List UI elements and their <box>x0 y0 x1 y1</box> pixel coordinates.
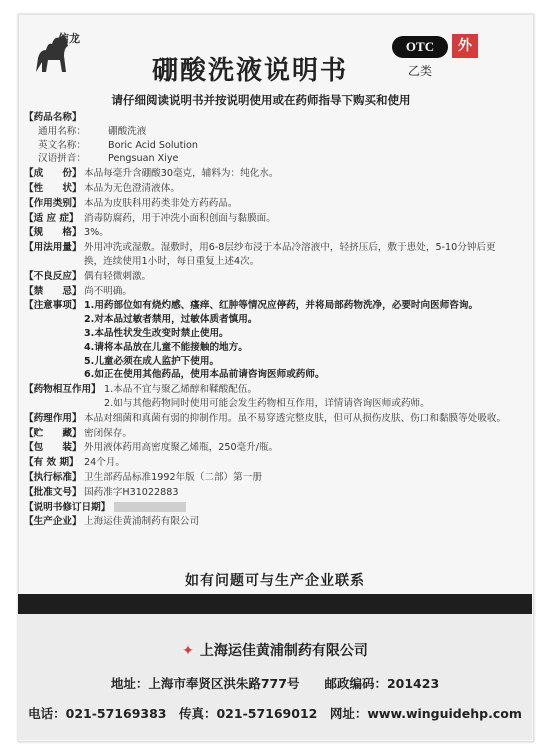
pinyin-name-key: 汉语拼音： <box>38 153 86 165</box>
footer-dark-band <box>18 594 532 614</box>
precautions-label: 【注意事项】 <box>24 300 82 312</box>
revision-date-label: 【说明书修订日期】 <box>24 501 111 513</box>
english-name-key: 英文名称： <box>38 139 86 151</box>
pinyin-name: Pengsuan Xiye <box>108 153 179 165</box>
character-value: 本品为无色澄清液体。 <box>84 182 180 194</box>
standard-value: 卫生部药品标准1992年版（二部）第一册 <box>84 471 262 483</box>
adverse-label: 【不良反应】 <box>24 270 82 282</box>
approval-label: 【批准文号】 <box>24 486 82 498</box>
package-label: 【包 装】 <box>24 442 82 454</box>
indication-label: 【适 应 症】 <box>24 212 79 224</box>
footer-address: 地址：上海市奉贤区洪朱路777号 邮政编码：201423 <box>110 676 440 691</box>
drug-name-label: 【药品名称】 <box>24 112 82 123</box>
logo-brand-text: 信龙 <box>58 32 80 45</box>
interaction-item: 2.如与其他药物同时使用可能会发生药物相互作用，详情请咨询医师或药师。 <box>104 397 430 409</box>
category-label: 【作用类别】 <box>24 197 82 209</box>
package-value: 外用液体药用高密度聚乙烯瓶，250毫升/瓶。 <box>84 442 279 454</box>
composition-label: 【成 份】 <box>24 168 82 180</box>
footer-company-name: 上海运佳黄浦制药有限公司 <box>199 643 368 659</box>
composition-value: 本品每毫升含硼酸30毫克，辅料为：纯化水。 <box>84 168 279 180</box>
precaution-item: 3.本品性状发生改变时禁止使用。 <box>84 327 229 339</box>
interaction-item: 1.本品不宜与聚乙烯醇和鞣酸配伍。 <box>104 384 258 396</box>
interaction-label: 【药物相互作用】 <box>24 384 101 396</box>
character-label: 【性 状】 <box>24 182 82 194</box>
usage-value: 外用冲洗或湿敷。湿敷时，用6-8层纱布浸于本品冷溶液中，轻挤压后，敷于患处，5-10分钟后更换，连续使用1小时，每日重复上述4次。 <box>84 242 496 267</box>
contraindication-label: 【禁 忌】 <box>24 285 82 297</box>
maple-leaf-icon: ✦ <box>182 643 194 659</box>
pharmacology-label: 【药理作用】 <box>24 412 82 424</box>
precaution-item: 4.请将本品放在儿童不能接触的地方。 <box>84 341 248 353</box>
redacted-revision-date <box>114 502 186 512</box>
storage-label: 【贮 藏】 <box>24 427 82 439</box>
approval-value: 国药准字H31022883 <box>84 486 179 498</box>
pharmacology-value: 本品对细菌和真菌有弱的抑制作用。虽不易穿透完整皮肤，但可从损伤皮肤、伤口和黏膜等处吸收。 <box>84 412 507 424</box>
manufacturer-value: 上海运佳黄浦制药有限公司 <box>84 516 200 528</box>
standard-label: 【执行标准】 <box>24 471 82 483</box>
document-title: 硼酸洗液说明书 <box>151 56 348 86</box>
spec-label: 【规 格】 <box>24 227 82 239</box>
spec-value: 3%。 <box>84 227 109 239</box>
otc-category: 乙类 <box>407 64 432 78</box>
footer-company <box>18 640 532 660</box>
precaution-item: 6.如正在使用其他药品，使用本品前请咨询医师或药师。 <box>84 369 325 381</box>
usage-instruction: 请仔细阅读说明书并按说明使用或在药师指导下购买和使用 <box>111 93 411 107</box>
adverse-value: 偶有轻微刺激。 <box>84 270 152 282</box>
validity-value: 24个月。 <box>84 457 125 469</box>
manufacturer-label: 【生产企业】 <box>24 516 82 528</box>
contact-heading: 如有问题可与生产企业联系 <box>185 573 365 589</box>
otc-badge: OTC <box>392 36 448 58</box>
precaution-item: 5.儿童必须在成人监护下使用。 <box>84 355 220 367</box>
precaution-item: 1.用药部位如有烧灼感、瘙痒、红肿等情况应停药，并将局部药物洗净，必要时向医师咨询。 <box>84 300 479 312</box>
leaflet-body <box>24 110 510 529</box>
category-value: 本品为皮肤科用药类非处方药药品。 <box>84 197 238 209</box>
footer-contact-line: 电话：021-57169383 传真：021-57169012 网址：www.winguidehp.com <box>28 706 522 721</box>
generic-name: 硼酸洗液 <box>108 125 147 137</box>
contraindication-value: 尚不明确。 <box>84 285 132 297</box>
english-name: Boric Acid Solution <box>108 139 198 151</box>
generic-name-key: 通用名称： <box>38 125 86 137</box>
validity-label: 【有 效 期】 <box>24 457 79 469</box>
usage-label: 【用法用量】 <box>24 242 82 254</box>
storage-value: 密闭保存。 <box>84 427 132 439</box>
indication-value: 消毒防腐药，用于冲洗小面积创面与黏膜面。 <box>84 212 276 224</box>
precaution-item: 2.对本品过敏者禁用，过敏体质者慎用。 <box>84 314 258 326</box>
external-use-badge: 外 <box>452 34 478 58</box>
